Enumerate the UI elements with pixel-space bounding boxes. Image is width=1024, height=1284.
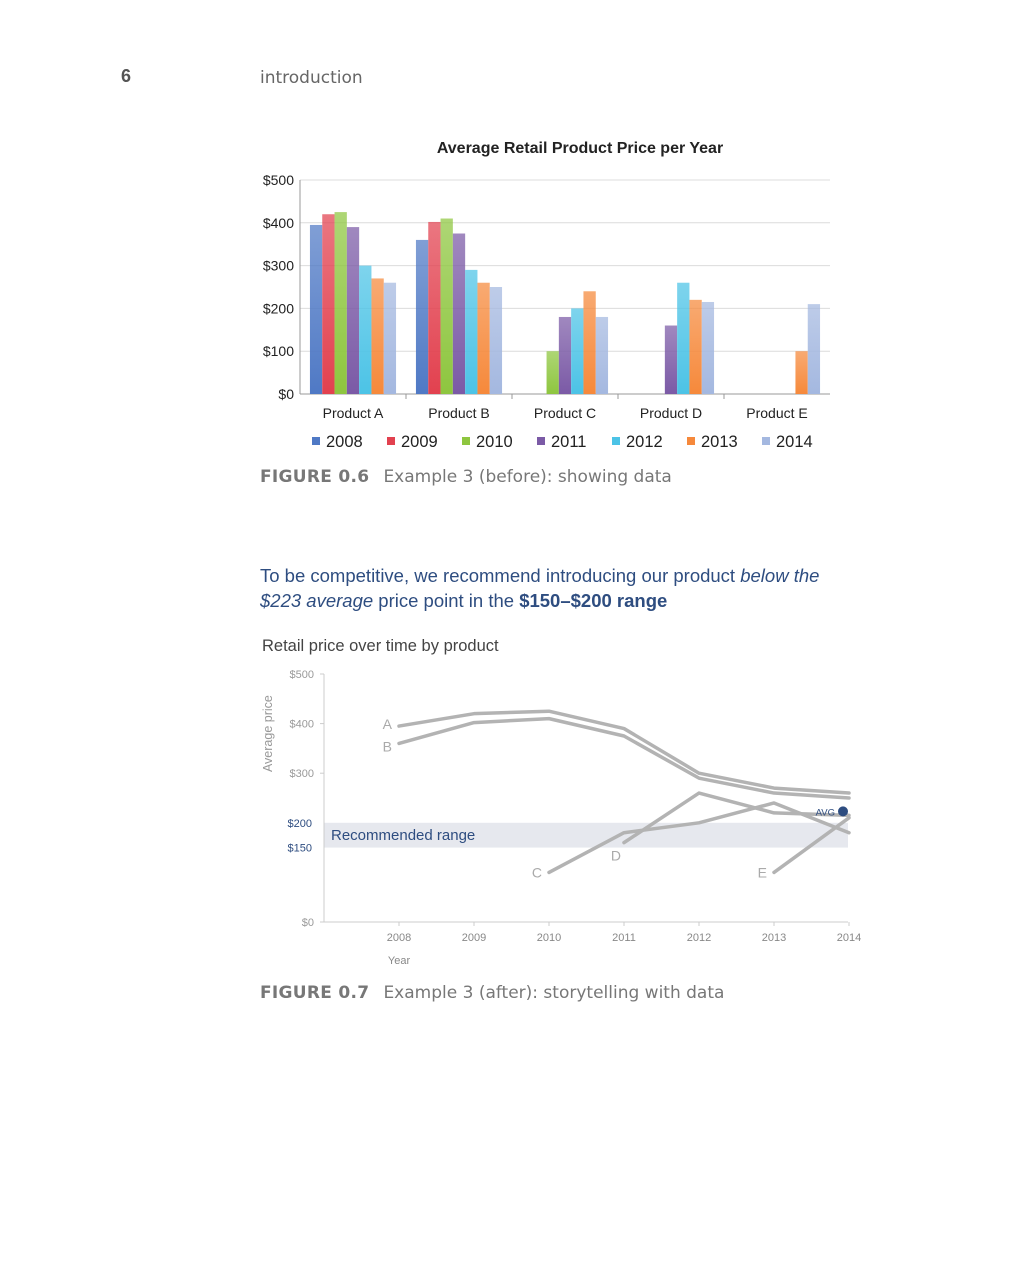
- headline-bold: $150–$200 range: [519, 590, 668, 611]
- x-tick-label: Product E: [746, 405, 808, 421]
- bar: [702, 302, 714, 394]
- bar: [583, 291, 595, 394]
- x-tick-label: 2010: [536, 932, 562, 944]
- legend-label: 2010: [476, 433, 513, 451]
- bar: [477, 283, 489, 394]
- x-tick-label: 2014: [836, 932, 862, 944]
- headline-part1: To be competitive, we recommend introducing our product: [260, 565, 741, 586]
- x-tick-label: 2008: [386, 932, 412, 944]
- bar-chart: [250, 130, 850, 460]
- running-head: introduction: [260, 68, 363, 88]
- bar: [465, 270, 477, 394]
- bar: [571, 308, 583, 394]
- bar: [347, 227, 359, 394]
- legend-label: 2011: [551, 433, 587, 451]
- x-tick-label: Product A: [322, 405, 384, 421]
- bar: [453, 234, 465, 395]
- figure-caption-1: [260, 467, 672, 487]
- figure-caption-text: Example 3 (before): showing data: [383, 467, 672, 487]
- y-tick-label: $500: [262, 172, 294, 188]
- highlight-tick-label: $150: [287, 842, 312, 855]
- legend-swatch: [612, 437, 620, 445]
- figure-caption-text: Example 3 (after): storytelling with data: [383, 983, 725, 1003]
- series-label: E: [757, 864, 767, 881]
- x-tick-label: 2012: [686, 932, 712, 944]
- legend-label: 2012: [626, 433, 663, 451]
- y-tick-label: $0: [301, 917, 314, 929]
- figure-caption-2: [260, 983, 724, 1003]
- x-tick-label: Product C: [533, 405, 597, 421]
- bar: [559, 317, 571, 394]
- legend-label: 2013: [701, 433, 738, 451]
- x-axis-label: Year: [387, 955, 411, 967]
- bar: [547, 351, 559, 394]
- bar: [596, 317, 608, 394]
- series-label: B: [382, 738, 392, 755]
- y-tick-label: $400: [289, 718, 314, 731]
- legend-label: 2009: [401, 433, 438, 451]
- legend-swatch: [537, 437, 545, 445]
- y-tick-label: $300: [289, 768, 314, 781]
- legend-swatch: [462, 437, 470, 445]
- bar: [441, 219, 453, 394]
- page-number: 6: [121, 66, 132, 86]
- legend-swatch: [387, 437, 395, 445]
- y-tick-label: $400: [262, 214, 294, 231]
- y-tick-label: $200: [262, 300, 294, 317]
- bar: [795, 351, 807, 394]
- headline-part3: price point in the: [373, 590, 520, 611]
- bar: [416, 240, 428, 394]
- bar: [384, 283, 396, 394]
- series-label: D: [610, 847, 621, 864]
- x-tick-label: 2013: [761, 932, 787, 944]
- chart-title: Retail price over time by product: [262, 637, 499, 655]
- legend-label: 2008: [326, 433, 363, 451]
- x-tick-label: 2009: [461, 932, 487, 944]
- highlight-tick-label: $200: [287, 817, 312, 830]
- bar: [335, 212, 347, 394]
- bar: [665, 326, 677, 394]
- legend-swatch: [762, 437, 770, 445]
- avg-marker: [838, 806, 848, 816]
- y-tick-label: $0: [278, 386, 294, 402]
- bar: [677, 283, 689, 394]
- avg-label: AVG: [815, 807, 835, 819]
- y-tick-label: $500: [289, 669, 314, 681]
- y-axis-label: Average price: [261, 695, 275, 773]
- bar: [310, 225, 322, 394]
- legend-label: 2014: [776, 433, 813, 451]
- bar: [371, 278, 383, 394]
- x-tick-label: Product B: [428, 405, 490, 421]
- figure-number: FIGURE 0.7: [260, 983, 370, 1003]
- bar: [808, 304, 820, 394]
- legend-swatch: [312, 437, 320, 445]
- chart-title: Average Retail Product Price per Year: [436, 140, 724, 157]
- legend-swatch: [687, 437, 695, 445]
- headline: [260, 563, 860, 613]
- bar: [490, 287, 502, 394]
- series-label: A: [382, 716, 392, 733]
- recommended-range-label: Recommended range: [331, 827, 476, 845]
- y-tick-label: $100: [262, 343, 294, 360]
- x-tick-label: 2011: [612, 932, 636, 944]
- bar: [359, 266, 371, 394]
- series-label: C: [531, 864, 542, 881]
- bar: [428, 222, 440, 394]
- x-tick-label: Product D: [639, 405, 703, 421]
- bar: [689, 300, 701, 394]
- line-chart: [250, 630, 870, 975]
- y-tick-label: $300: [262, 257, 294, 274]
- bar: [322, 214, 334, 394]
- figure-number: FIGURE 0.6: [260, 467, 370, 487]
- headline-italic: below the $223 average: [260, 565, 820, 611]
